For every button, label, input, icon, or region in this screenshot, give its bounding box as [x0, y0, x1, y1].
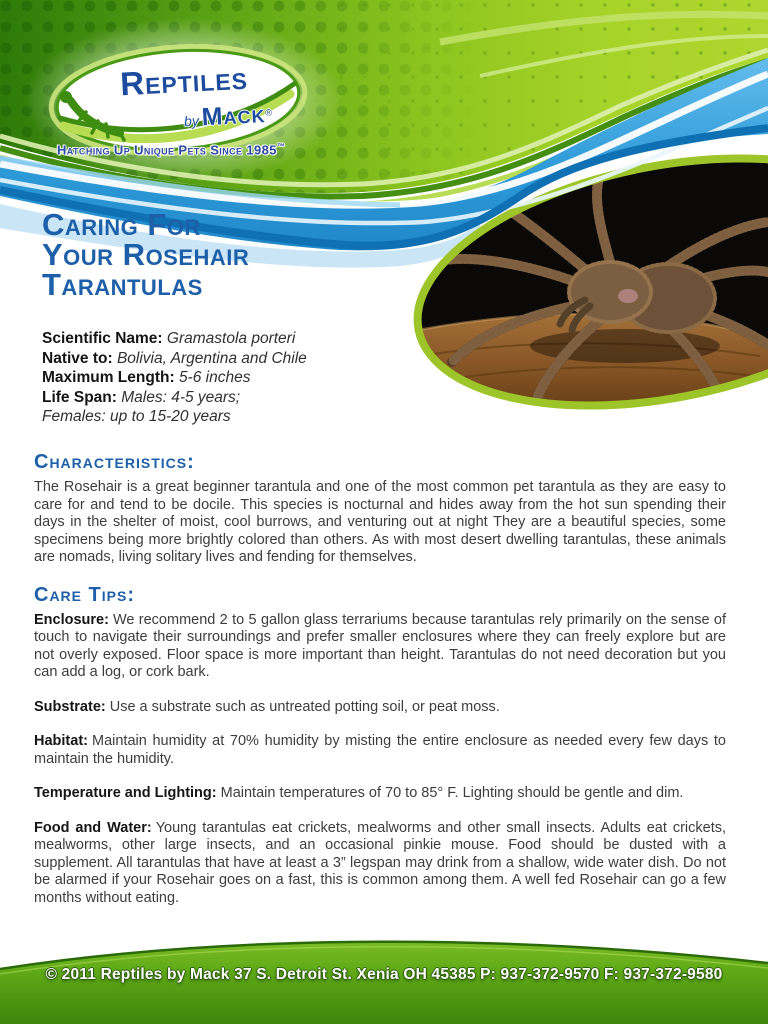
- spec-row: [42, 388, 442, 408]
- spec-value: Males: 4-5 years;: [121, 388, 241, 406]
- species-specs: [42, 329, 442, 427]
- characteristics-text: The Rosehair is a great beginner tarantula and one of the most common pet tarantula as they are easy to care for and tend to be docile. This species is nocturnal and hides away from the hot sun spending their days in the shelter of moist, cool burrows, and venturing out at night They are a beautiful species, some specimens being more brightly colored than others. As with most desert dwelling tarantulas, these animals are nomads, living solitary lives and fending for themselves.: [34, 479, 726, 565]
- spec-row: [42, 329, 442, 349]
- title-line-3: Tarantulas: [42, 267, 203, 302]
- care-tip-habitat: [34, 733, 726, 768]
- spec-label: Scientific Name:: [42, 330, 163, 347]
- tagline: [57, 142, 317, 157]
- tagline-text: Hatching Up Unique Pets Since 1985: [57, 142, 277, 158]
- body-content: [34, 451, 726, 924]
- care-tip-enclosure: [34, 612, 726, 682]
- care-tip-text: Maintain humidity at 70% humidity by misting the entire enclosure as needed every few days to maintain the humidity.: [34, 733, 726, 767]
- characteristics-paragraph: [34, 479, 726, 567]
- care-tip-label: Habitat:: [34, 733, 88, 749]
- spec-label: Maximum Length:: [42, 369, 175, 386]
- registered-mark: ®: [265, 107, 273, 118]
- care-tip-text: Maintain temperatures of 70 to 85° F. Lighting should be gentle and dim.: [220, 785, 684, 801]
- care-tips-heading: Care Tips:: [34, 583, 136, 606]
- care-tip-temperature-lighting: [34, 785, 726, 803]
- page-title: [42, 207, 442, 302]
- logo-name: Mack: [200, 100, 267, 132]
- care-tip-food-water: [34, 820, 726, 908]
- title-line-1: Caring For: [42, 207, 201, 242]
- spec-label: Native to:: [42, 349, 113, 367]
- spec-label: Life Span:: [42, 388, 117, 406]
- care-tip-text: Young tarantulas eat crickets, mealworms and other small insects. Adults eat crickets, mealworms, other large insects, and an occasional pinkie mouse. Food should be dusted with a supplement. All tarantulas that have at least a 3” legspan may drink from a shallow, wide water dish. Do not be alarmed if your Rosehair goes on a fast, this is common among them. A well fed Rosehair can go a few months without eating.: [34, 819, 726, 906]
- care-tip-label: Temperature and Lighting:: [34, 785, 217, 801]
- spec-row-continuation: [42, 407, 442, 427]
- title-line-2: Your Rosehair: [42, 237, 250, 272]
- care-tip-substrate: [34, 699, 726, 717]
- logo-by-word: by: [183, 112, 200, 130]
- characteristics-heading: Characteristics:: [34, 451, 195, 473]
- spider-pink-patch: [618, 289, 638, 303]
- care-tip-text: We recommend 2 to 5 gallon glass terrariums because tarantulas rely primarily on the sense of touch to navigate their surroundings and prefer smaller enclosures where they can freely explore but are not overly exposed. Floor space is more important than height. Tarantulas do not need decoration but you can add a log, or cork bark.: [34, 611, 726, 680]
- spec-row: [42, 349, 442, 369]
- care-tip-label: Enclosure:: [34, 611, 109, 628]
- care-tip-text: Use a substrate such as untreated potting soil, or peat moss.: [109, 698, 500, 715]
- care-tip-label: Substrate:: [34, 698, 106, 715]
- care-tip-label: Food and Water:: [34, 819, 152, 836]
- spec-value: Gramastola porteri: [166, 330, 296, 347]
- spec-value: 5-6 inches: [178, 369, 251, 386]
- trademark-mark: ™: [276, 142, 286, 151]
- logo-brand-text: Reptiles: [119, 58, 249, 103]
- footer-contact-line: © 2011 Reptiles by Mack 37 S. Detroit St. Xenia OH 45385 P: 937-372-9570 F: 937-372-9580: [45, 966, 723, 983]
- spec-value: Females: up to 15-20 years: [42, 408, 231, 425]
- spec-value: Bolivia, Argentina and Chile: [116, 349, 307, 367]
- spec-row: [42, 368, 442, 388]
